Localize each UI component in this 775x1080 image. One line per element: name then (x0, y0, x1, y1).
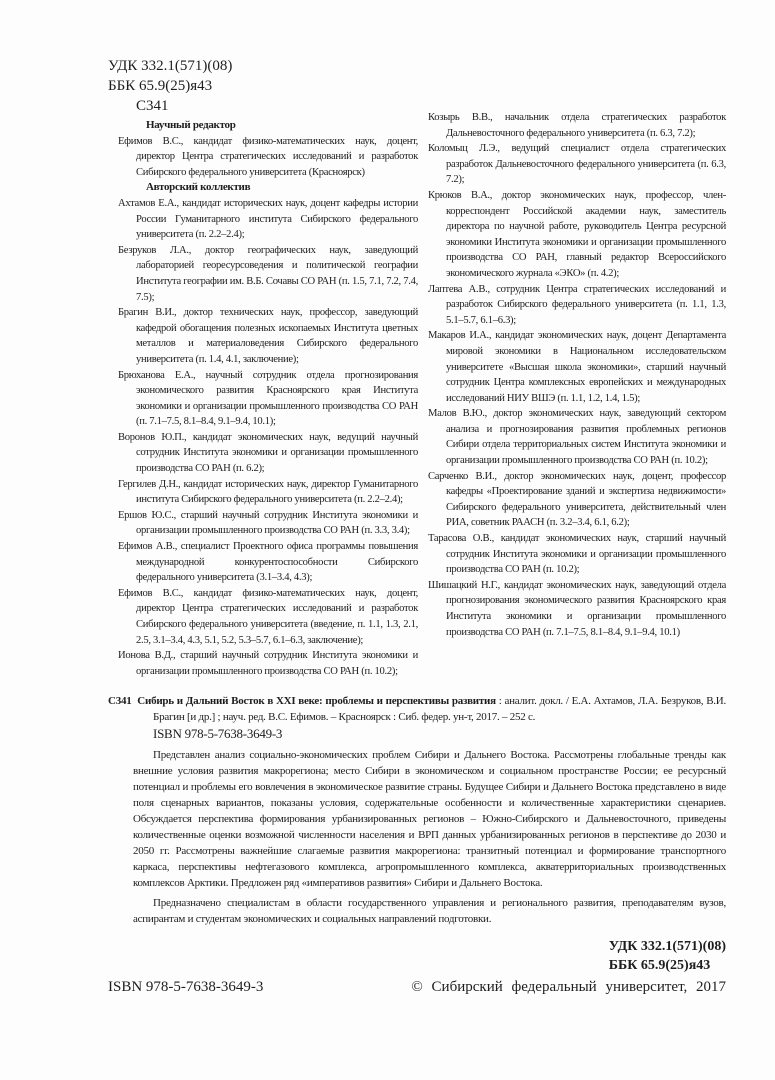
classification-codes (108, 56, 726, 116)
author-entry: Коломыц Л.Э., ведущий специалист отдела стратегических разработок Дальневосточного федерального университета (п. 6.3, 7.2); (428, 143, 726, 186)
contributors-left-column (118, 118, 418, 679)
author-entry: Брюханова Е.А., научный сотрудник отдела прогнозирования экономического развития Красноярского края Института экономики и организации промышленного производства СО РАН (п. 7.1–7.5, 8.1–8.4, 9.1–9.4, 10.1); (118, 369, 418, 428)
udk-code: УДК 332.1(571)(08) (108, 58, 233, 74)
author-entry: Козырь В.В., начальник отдела стратегических разработок Дальневосточного федерального университета (п. 6.3, 7.2); (428, 112, 726, 139)
author-entry: Ионова В.Д., старший научный сотрудник Института экономики и организации промышленного производства СО РАН (п. 10.2); (118, 650, 418, 677)
footer-isbn: ISBN 978-5-7638-3649-3 (108, 979, 264, 996)
publication-details: : аналит. докл. / Е.А. Ахтамов, Л.А. Безруков, В.И. Брагин [и др.] ; науч. ред. В.С. Ефимов. – Красноярск : Сиб. федер. ун-т, 2017. – 252 с. (153, 695, 726, 724)
footer-udk: УДК 332.1(571)(08) (608, 939, 726, 955)
audience-note: Предназначено специалистам в области государственного управления и регионального развития, преподавателям вузов, аспирантам и студентам экономических и социальных направлений подготовки. (133, 897, 726, 926)
copyright-notice: © Сибирский федеральный университет, 2017 (411, 979, 726, 996)
authors-heading: Авторский коллектив (146, 181, 251, 194)
contributors-columns (118, 112, 726, 679)
footer-codes (108, 937, 726, 975)
author-entry: Ахтамов Е.А., кандидат исторических наук, доцент кафедры истории России Гуманитарного института Сибирского федерального университета (п. 2.2–2.4); (118, 197, 418, 241)
author-entry: Ефимов В.С., кандидат физико-математических наук, доцент, директор Центра стратегических исследований и разработок Сибирского федерального университета (введение, п. 1.1, 1.3, 2.1, 2.5, 3.1–3.4, 4.3, 5.1, 5.2, 5.3–5.7, 6.1–6.3, заключение); (118, 587, 418, 646)
footer-bbk: ББК 65.9(25)я43 (608, 958, 711, 974)
abstract: Представлен анализ социально-экономических проблем Сибири и Дальнего Востока. Рассмотрены глобальные тренды как внешние условия развития макрорегиона; место Сибири в экономическом и социальном пространстве России; ее ресурсный потенциал и проблемы его вовлечения в экономическое развитие страны. Будущее Сибири и Дальнего Востока представлено в виде поля сценарных вариантов, показаны условия, содержательные особенности и количественные характеристики сценариев. Обсуждается перспектива формирования урбанизированных регионов – Южно-Сибирского и Дальневосточного, приведены количественные оценки возможной численности населения и ВРП данных урбанизированных регионов в перспективе до 2030 и 2050 гг. Рассмотрены важнейшие слагаемые развития макрорегиона: транзитный потенциал и формирование транспортного каркаса, перспективы нефтегазового комплекса, агропромышленного комплекса, акватерриториальных производственных комплексов Арктики. Предложен ряд «императивов развития» Сибири и Дальнего Востока. (133, 749, 726, 890)
footer-row (108, 977, 726, 997)
record-isbn: ISBN 978-5-7638-3649-3 (153, 726, 283, 742)
author-entry: Воронов Ю.П., кандидат экономических наук, ведущий научный сотрудник Института экономики и организации промышленного производства СО РАН (п. 6.2); (118, 431, 418, 475)
author-entry: Шишацкий Н.Г., кандидат экономических наук, заведующий отдела прогнозирования экономического развития Красноярского края Института экономики и организации промышленного производства СО РАН (п. 7.1–7.5, 8.1–8.4, 9.1–9.4, 10.1) (428, 579, 726, 638)
author-entry: Безруков Л.А., доктор географических наук, заведующий лабораторией георесурсоведения и политической географии Института географии им. В.Б. Сочавы СО РАН (п. 1.5, 7.1, 7.2, 7.4, 7.5); (118, 244, 418, 303)
bibliographic-record (108, 693, 726, 927)
book-title: Сибирь и Дальний Восток в XXI веке: проблемы и перспективы развития (137, 695, 496, 708)
record-code: С341 (108, 695, 132, 708)
page-footer (108, 937, 726, 997)
author-entry: Сарченко В.И., доктор экономических наук, доцент, профессор кафедры «Проектирование зданий и экспертиза недвижимости» Сибирского федерального университета, действительный член РИА, советник РААСН (п. 3.2–3.4, 6.1, 6.2); (428, 470, 726, 529)
author-entry: Крюков В.А., доктор экономических наук, профессор, член-корреспондент Российской академии наук, заместитель директора по научной работе, руководитель Центра ресурсной экономики Института экономики и организации промышленного производства СО РАН, главный редактор Всероссийского экономического журнала «ЭКО» (п. 4.2); (428, 189, 726, 279)
bbk-code: ББК 65.9(25)я43 (108, 78, 213, 94)
author-sign-code: С341 (136, 98, 169, 114)
author-entry: Ефимов А.В., специалист Проектного офиса программы повышения международной конкурентоспособности Сибирского федерального университета (3.1–3.4, 4.3); (118, 541, 418, 584)
author-entry: Ершов Ю.С., старший научный сотрудник Института экономики и организации промышленного производства СО РАН (п. 3.3, 3.4); (118, 509, 418, 537)
author-entry: Лаптева А.В., сотрудник Центра стратегических исследований и разработок Сибирского федерального университета (п. 1.1, 1.3, 5.1–5.7, 6.1–6.3); (428, 283, 726, 326)
author-entry: Макаров И.А., кандидат экономических наук, доцент Департамента мировой экономики в Национальном исследовательском университете «Высшая школа экономики», старший научный сотрудник Центра комплексных европейских и международных исследований НИУ ВШЭ (п. 1.1, 1.2, 1.4, 1.5); (428, 330, 726, 404)
contributors-right-column (428, 110, 726, 640)
author-entry: Малов В.Ю., доктор экономических наук, заведующий сектором анализа и прогнозирования развития проблемных регионов Сибири отдела территориальных систем Института экономики и организации промышленного производства СО РАН (п. 10.2); (428, 408, 726, 467)
author-entry: Тарасова О.В., кандидат экономических наук, старший научный сотрудник Института экономики и организации промышленного производства СО РАН (п. 10.2); (428, 533, 726, 576)
editor-heading: Научный редактор (146, 119, 236, 131)
bibliographic-entry (108, 693, 726, 725)
author-entry: Гергилев Д.Н., кандидат исторических наук, директор Гуманитарного института Сибирского федерального университета (п. 2.2–2.4); (118, 478, 418, 506)
editor-entry: Ефимов В.С., кандидат физико-математических наук, доцент, директор Центра стратегических исследований и разработок Сибирского федерального университета (Красноярск) (118, 135, 418, 178)
author-entry: Брагин В.И., доктор технических наук, профессор, заведующий кафедрой обогащения полезных ископаемых Института цветных металлов и материаловедения Сибирского федерального университета (п. 1.4, 4.1, заключение); (118, 307, 418, 365)
